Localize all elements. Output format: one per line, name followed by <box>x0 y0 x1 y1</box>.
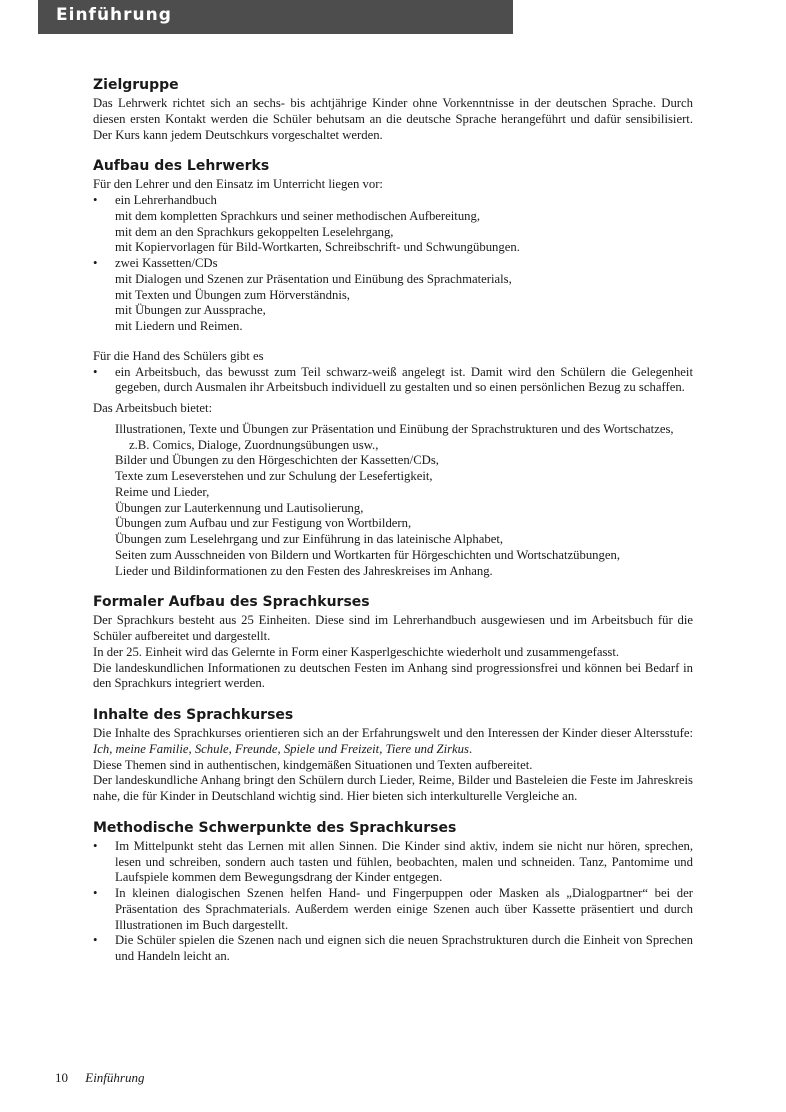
list-item-line: mit Dialogen und Szenen zur Präsentation und Einübung des Sprachmaterials, <box>115 271 512 286</box>
section-inhalte <box>93 706 693 805</box>
list-item-title: • ein Lehrerhandbuch <box>115 193 217 207</box>
list-item-line: mit Liedern und Reimen. <box>115 319 243 333</box>
list-item: Reime und Lieder, <box>115 484 210 499</box>
heading-inhalte: Inhalte des Sprachkurses <box>93 707 294 723</box>
aufbau-list <box>93 193 693 335</box>
list-item-line: mit Texten und Übungen zum Hörverständnis, <box>115 287 350 302</box>
list-item: • Im Mittelpunkt steht das Lernen mit allen Sinnen. Die Kinder sind aktiv, indem sie nicht nur hören, sprechen, lesen und schreiben, sondern auch tasten und fühlen, beobachten, malen und schneiden. Tanz, Pantomime und Laufspiele kommen dem Bewegungsdrang der Kinder entgegen. <box>93 839 693 886</box>
list-item: • Die Schüler spielen die Szenen nach und eignen sich die neuen Sprachstrukturen durch die Einheit von Sprechen und Handeln leicht an. <box>93 933 693 965</box>
page-footer <box>55 1070 144 1086</box>
footer-label: Einführung <box>85 1070 145 1085</box>
heading-formaler-aufbau: Formaler Aufbau des Sprachkurses <box>93 594 370 611</box>
page-header-title: Einführung <box>56 5 172 25</box>
paragraph <box>93 726 693 758</box>
paragraph: Der Sprachkurs besteht aus 25 Einheiten. Diese sind im Lehrerhandbuch ausgewiesen und im Arbeitsbuch für die Schüler aufbereitet und dargestellt. <box>93 613 693 643</box>
list-item: Übungen zur Lauterkennung und Lautisolierung, <box>115 500 364 515</box>
list-item: Lieder und Bildinformationen zu den Festen des Jahreskreises im Anhang. <box>115 563 493 578</box>
list-item: • In kleinen dialogischen Szenen helfen Hand- und Fingerpuppen oder Masken als „Dialogpartner“ bei der Präsentation des Sprachmaterials. Außerdem werden einige Szenen auch über Kassette präsentiert und durch Illustrationen im Buch dargestellt. <box>93 886 693 933</box>
list-item-line: mit dem an den Sprachkurs gekoppelten Leselehrgang, <box>115 224 394 239</box>
list-item <box>93 193 693 256</box>
aufbau-intro: Für den Lehrer und den Einsatz im Unterricht liegen vor: <box>93 177 383 192</box>
arbeitsbuch-list <box>115 422 693 580</box>
list-item-line: mit dem kompletten Sprachkurs und seiner methodischen Aufbereitung, <box>115 208 481 223</box>
list-item-line: mit Kopiervorlagen für Bild-Wortkarten, Schreibschrift- und Schwungübungen. <box>115 240 520 255</box>
section-zielgruppe <box>93 76 693 143</box>
list-item <box>93 256 693 335</box>
methodische-list <box>93 839 693 965</box>
section-methodische <box>93 819 693 965</box>
paragraph: Die landeskundlichen Informationen zu deutschen Festen im Anhang sind progressionsfrei und können bei Bedarf in den Sprachkurs integriert werden. <box>93 660 693 691</box>
text-span: . <box>468 741 473 756</box>
paragraph: Der landeskundliche Anhang bringt den Schülern durch Lieder, Reime, Bilder und Basteleien die Feste im Jahreskreis nahe, die für Kinder in Deutschland wichtig sind. Hier bieten sich interkulturelle Vergleiche an. <box>93 773 693 803</box>
heading-aufbau: Aufbau des Lehrwerks <box>93 158 270 175</box>
page-number: 10 <box>55 1070 68 1085</box>
paragraph: Diese Themen sind in authentischen, kindgemäßen Situationen und Texten aufbereitet. <box>93 757 533 772</box>
list-item-line: mit Übungen zur Aussprache, <box>115 303 266 318</box>
themes-italic: Ich, meine Familie, Schule, Freunde, Spiele und Freizeit, Tiere und Zirkus <box>93 741 469 756</box>
list-item: Seiten zum Ausschneiden von Bildern und Wortkarten für Hörgeschichten und Wortschatzübungen, <box>115 547 620 562</box>
list-item-title: • zwei Kassetten/CDs <box>115 256 218 270</box>
paragraph: In der 25. Einheit wird das Gelernte in Form einer Kasperlgeschichte wiederholt und zusammengefasst. <box>93 644 620 659</box>
schueler-list <box>93 365 693 397</box>
arbeitsbuch-intro: Das Arbeitsbuch bietet: <box>93 401 213 415</box>
schueler-intro: Für die Hand des Schülers gibt es <box>93 348 264 363</box>
section-formaler-aufbau <box>93 593 693 692</box>
list-item: Bilder und Übungen zu den Hörgeschichten der Kassetten/CDs, <box>115 453 439 468</box>
page-content <box>93 76 693 965</box>
heading-zielgruppe: Zielgruppe <box>93 77 179 93</box>
list-item: Illustrationen, Texte und Übungen zur Präsentation und Einübung der Sprachstrukturen und des Wortschatzes, z.B. Comics, Dialoge, Zuordnungsübungen usw., <box>115 421 674 452</box>
heading-methodische: Methodische Schwerpunkte des Sprachkurses <box>93 819 457 836</box>
list-item: • ein Arbeitsbuch, das bewusst zum Teil schwarz-weiß angelegt ist. Damit wird den Schülern die Gelegenheit gegeben, durch Ausmalen ihr Arbeitsbuch individuell zu gestalten und so einen persönlichen Bezug zu schaffen. <box>93 365 693 397</box>
list-item: Texte zum Leseverstehen und zur Schulung der Lesefertigkeit, <box>115 469 433 483</box>
text-span: Die Inhalte des Sprachkurses orientieren sich an der Erfahrungswelt und den Interessen der Kinder dieser Altersstufe: <box>93 726 693 740</box>
list-item: Übungen zum Aufbau und zur Festigung von Wortbildern, <box>115 516 412 531</box>
zielgruppe-text: Das Lehrwerk richtet sich an sechs- bis achtjährige Kinder ohne Vorkenntnisse in der deutschen Sprache. Durch diesen ersten Kontakt werden die Schüler behutsam an die deutsche Sprache herangeführt und dafür sensibilisiert. Der Kurs kann jedem Deutschkurs vorgeschaltet werden. <box>93 96 693 142</box>
section-aufbau <box>93 157 693 579</box>
list-item: Übungen zum Leselehrgang und zur Einführung in das lateinische Alphabet, <box>115 532 504 546</box>
